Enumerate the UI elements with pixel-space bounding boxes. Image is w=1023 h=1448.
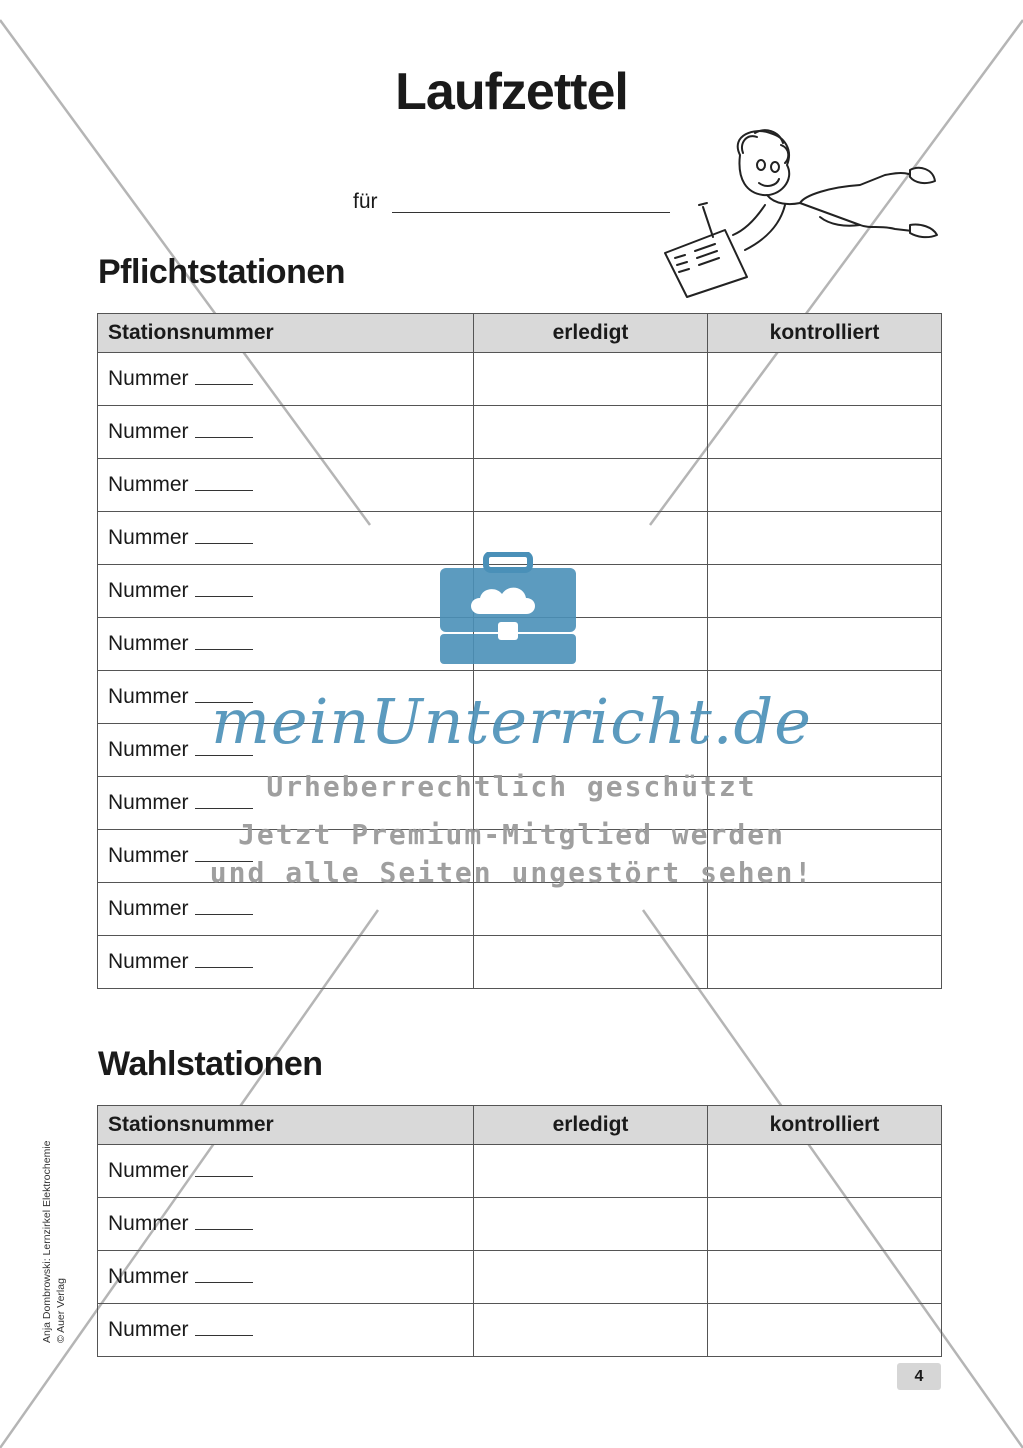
row-label: Nummer — [108, 526, 189, 549]
row-label: Nummer — [108, 367, 189, 390]
checked-cell[interactable] — [708, 883, 942, 936]
row-label: Nummer — [108, 1318, 189, 1341]
station-number-cell[interactable] — [98, 618, 474, 671]
table-row — [98, 1145, 942, 1198]
station-number-cell[interactable] — [98, 565, 474, 618]
watermark-copyright: Urheberrechtlich geschützt — [266, 770, 757, 803]
checked-cell[interactable] — [708, 459, 942, 512]
table-row — [98, 459, 942, 512]
checked-cell[interactable] — [708, 565, 942, 618]
fill-in-blank — [195, 910, 253, 915]
column-header-kontrolliert: kontrolliert — [708, 1106, 942, 1145]
wahl-table — [97, 1105, 942, 1357]
fill-in-blank — [195, 592, 253, 597]
done-cell[interactable] — [474, 883, 708, 936]
table-row — [98, 1198, 942, 1251]
row-label: Nummer — [108, 579, 189, 602]
section-heading-pflicht: Pflichtstationen — [98, 253, 346, 291]
watermark-premium: Jetzt Premium-Mitglied werden — [238, 818, 785, 851]
done-cell[interactable] — [474, 1145, 708, 1198]
checked-cell[interactable] — [708, 1145, 942, 1198]
table-row — [98, 883, 942, 936]
watermark-premium-2: und alle Seiten ungestört sehen! — [209, 856, 814, 889]
column-header-kontrolliert: kontrolliert — [708, 314, 942, 353]
station-number-cell[interactable] — [98, 459, 474, 512]
fill-in-blank — [195, 539, 253, 544]
done-cell[interactable] — [474, 1304, 708, 1357]
checked-cell[interactable] — [708, 1251, 942, 1304]
table-row — [98, 406, 942, 459]
done-cell[interactable] — [474, 1251, 708, 1304]
side-credit — [40, 1113, 76, 1343]
done-cell[interactable] — [474, 353, 708, 406]
column-header-erledigt: erledigt — [474, 314, 708, 353]
row-label: Nummer — [108, 738, 189, 761]
for-label: für — [353, 190, 378, 213]
done-cell[interactable] — [474, 406, 708, 459]
fill-in-blank — [195, 645, 253, 650]
row-label: Nummer — [108, 791, 189, 814]
checked-cell[interactable] — [708, 512, 942, 565]
row-label: Nummer — [108, 473, 189, 496]
boy-writing-illustration — [655, 125, 940, 300]
station-number-cell[interactable] — [98, 353, 474, 406]
fill-in-blank — [195, 1225, 253, 1230]
table-header-row — [98, 314, 942, 353]
row-label: Nummer — [108, 1159, 189, 1182]
fill-in-blank — [195, 380, 253, 385]
done-cell[interactable] — [474, 1198, 708, 1251]
station-number-cell[interactable] — [98, 512, 474, 565]
fill-in-blank — [195, 486, 253, 491]
done-cell[interactable] — [474, 936, 708, 989]
fill-in-blank — [195, 1172, 253, 1177]
fill-in-blank — [195, 804, 253, 809]
station-number-cell[interactable] — [98, 406, 474, 459]
row-label: Nummer — [108, 420, 189, 443]
column-header-stationsnummer: Stationsnummer — [98, 1106, 474, 1145]
page-title: Laufzettel — [395, 63, 628, 121]
station-number-cell[interactable] — [98, 1304, 474, 1357]
row-label: Nummer — [108, 1212, 189, 1235]
table-row — [98, 353, 942, 406]
side-credit-publisher: © Auer Verlag — [55, 1278, 67, 1343]
briefcase-cloud-logo-icon — [438, 552, 578, 666]
watermark-brand: meinUnterricht.de — [211, 685, 812, 758]
fill-in-blank — [195, 963, 253, 968]
table-header-row — [98, 1106, 942, 1145]
table-row — [98, 1304, 942, 1357]
checked-cell[interactable] — [708, 1304, 942, 1357]
table-row — [98, 936, 942, 989]
row-label: Nummer — [108, 950, 189, 973]
row-label: Nummer — [108, 844, 189, 867]
station-number-cell[interactable] — [98, 1145, 474, 1198]
section-heading-wahl: Wahlstationen — [98, 1045, 323, 1083]
done-cell[interactable] — [474, 459, 708, 512]
station-number-cell[interactable] — [98, 936, 474, 989]
name-line — [392, 212, 670, 213]
column-header-erledigt: erledigt — [474, 1106, 708, 1145]
row-label: Nummer — [108, 632, 189, 655]
station-number-cell[interactable] — [98, 1251, 474, 1304]
checked-cell[interactable] — [708, 1198, 942, 1251]
checked-cell[interactable] — [708, 936, 942, 989]
table-row — [98, 1251, 942, 1304]
fill-in-blank — [195, 433, 253, 438]
station-number-cell[interactable] — [98, 1198, 474, 1251]
station-number-cell[interactable] — [98, 883, 474, 936]
page-number: 4 — [897, 1363, 941, 1390]
row-label: Nummer — [108, 685, 189, 708]
fill-in-blank — [195, 1278, 253, 1283]
row-label: Nummer — [108, 1265, 189, 1288]
side-credit-author: Anja Dombrowski: Lernzirkel Elektrochemie — [41, 1140, 53, 1343]
checked-cell[interactable] — [708, 406, 942, 459]
fill-in-blank — [195, 1331, 253, 1336]
row-label: Nummer — [108, 897, 189, 920]
column-header-stationsnummer: Stationsnummer — [98, 314, 474, 353]
checked-cell[interactable] — [708, 353, 942, 406]
checked-cell[interactable] — [708, 618, 942, 671]
